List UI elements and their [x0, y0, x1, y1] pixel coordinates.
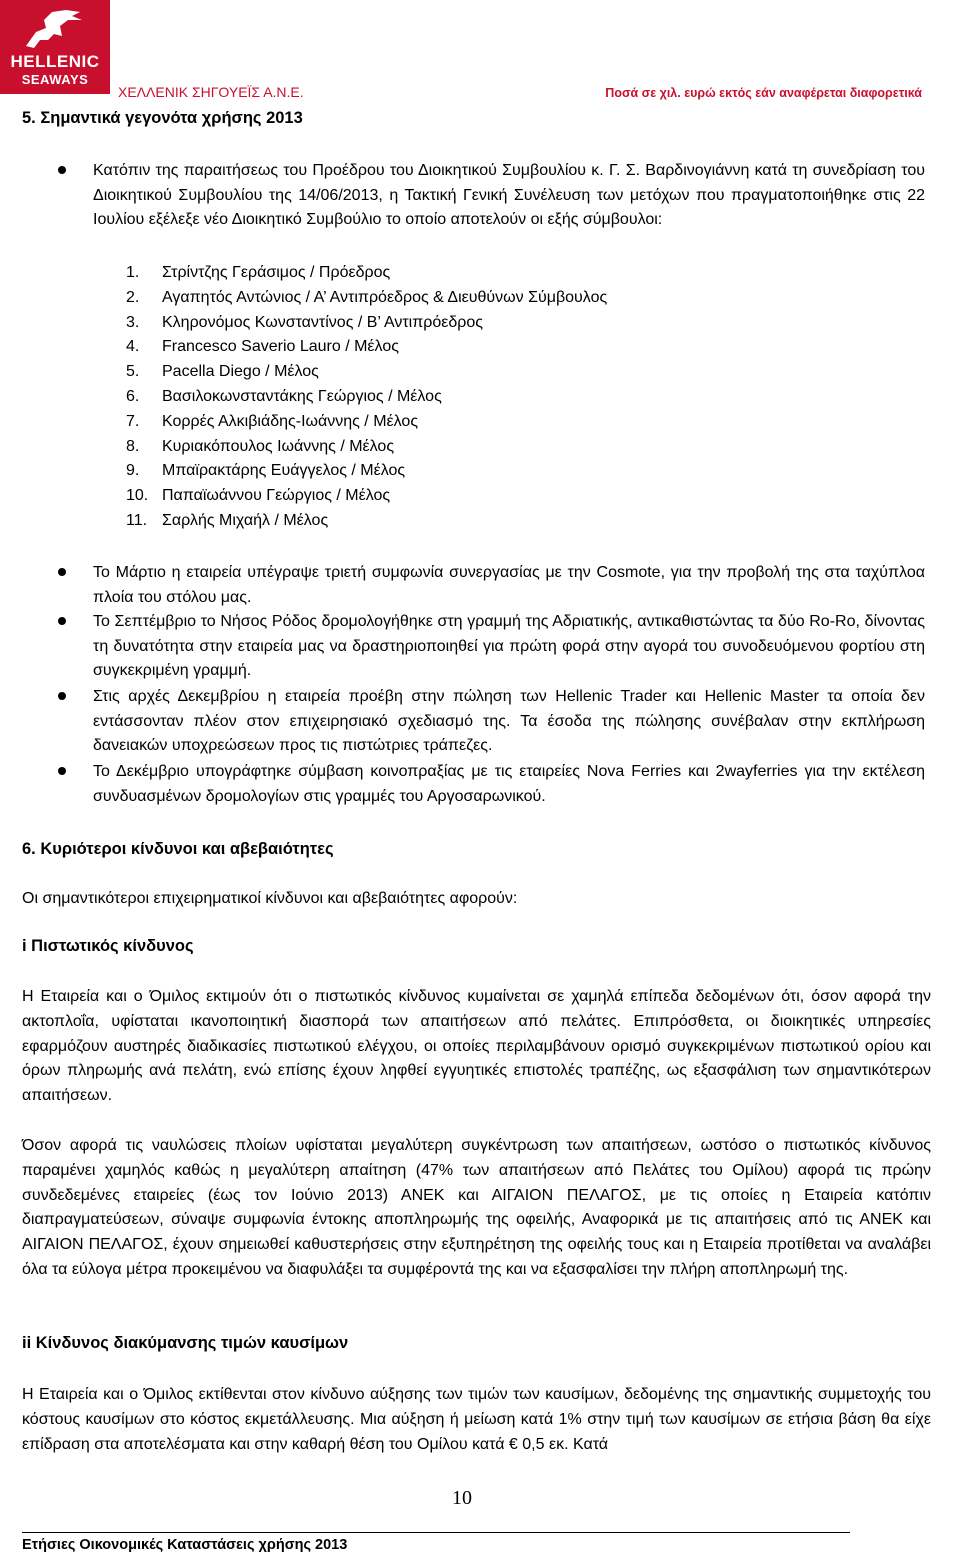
company-name: ΧΕΛΛΕΝΙΚ ΣΗΓΟΥΕΪΣ Α.Ν.Ε. [118, 84, 304, 100]
company-logo [0, 0, 110, 94]
event-sale-paragraph: Στις αρχές Δεκεμβρίου η εταιρεία προέβη στην πώληση των Hellenic Trader και Hellenic Master τα οποία δεν εντάσσονταν πλέον στον επιχειρησιακό σχεδιασμό της. Τα έσοδα της πώλησης συνέβαλαν στην εκπλήρωση δανειακών υποχρεώσεων προς τις πιστώτριες τράπεζες. [93, 688, 925, 754]
board-resignation-paragraph: Κατόπιν της παραιτήσεως του Προέδρου του Διοικητικού Συμβουλίου κ. Γ. Σ. Βαρδινογιάννη κατά τη συνεδρίαση του Διοικητικού Συμβουλίου της 14/06/2013, η Τακτική Γενική Συνέλευση των μετόχων που πραγματοποιήθηκε στις 22 Ιουλίου εξέλεξε νέο Διοικητικό Συμβούλιο το οποίο αποτελούν οι εξής σύμβουλοι: [93, 162, 925, 228]
logo-text-seaways: SEAWAYS [21, 72, 89, 87]
bullet-icon [58, 767, 66, 775]
horse-emblem-icon [22, 6, 88, 50]
event-rodos-paragraph: Το Σεπτέμβριο το Νήσος Ρόδος δρομολογήθηκε στη γραμμή της Αδριατικής, αντικαθιστώντας τα δύο Ro-Ro, δίνοντας τη δυνατότητα στην εταιρεία μας να δραστηριοποιηθεί για πρώτη φορά στην αγορά του συνοδευόμενου φορτίου στη συγκεκριμένη γραμμή. [93, 613, 925, 679]
footer-title: Ετήσιες Οικονομικές Καταστάσεις χρήσης 2013 [22, 1537, 348, 1553]
list-item: 4. Francesco Saverio Lauro / Μέλος [126, 338, 399, 356]
footer-divider [22, 1532, 850, 1533]
list-item: 5. Pacella Diego / Μέλος [126, 363, 319, 381]
credit-risk-paragraph-1: Η Εταιρεία και ο Όμιλος εκτιμούν ότι ο πιστωτικός κίνδυνος κυμαίνεται σε χαμηλά επίπεδα δεδομένων ότι, όσον αφορά την ακτοπλοΐα, υφίσταται ικανοποιητική διασπορά των απαιτήσεων από πελάτες. Επιπρόσθετα, οι διοικητικές υπηρεσίες εφαρμόζουν αυστηρές διαδικασίες πιστωτικού ελέγχου, οι οποίες περιλαμβάνουν ορισμό συγκεκριμένων πιστωτικού ορίου και όρων πληρωμής ανά πελάτη, ενώ επίσης έχουν ληφθεί εγγυητικές επιστολές τραπέζης, ως εξασφάλιση των σημαντικότερων απαιτήσεων. [22, 988, 931, 1105]
fuel-risk-paragraph: Η Εταιρεία και ο Όμιλος εκτίθενται στον κίνδυνο αύξησης των τιμών των καυσίμων, δεδομένης της σημαντικής συμμετοχής του κόστους καυσίμων στο κόστος εκμετάλλευσης. Μια αύξηση ή μείωση κατά 1% στην τιμή των καυσίμων σε ετήσια βάση θα είχε επίδραση στα αποτελέσματα και στην καθαρή θέση του Ομίλου κατά € 0,5 εκ. Κατά [22, 1386, 931, 1453]
list-item: 10. Παπαϊωάννου Γεώργιος / Μέλος [126, 487, 391, 505]
board-members-list [126, 261, 607, 534]
currency-note: Ποσά σε χιλ. ευρώ εκτός εάν αναφέρεται διαφορετικά [605, 86, 922, 100]
bullet-icon [58, 568, 66, 576]
list-item: 6. Βασιλοκωνσταντάκης Γεώργιος / Μέλος [126, 387, 442, 405]
section-5-title: 5. Σημαντικά γεγονότα χρήσης 2013 [22, 109, 303, 127]
list-item: 8. Κυριακόπουλος Ιωάννης / Μέλος [126, 437, 395, 455]
bullet-icon [58, 692, 66, 700]
bullet-icon [58, 166, 66, 174]
list-item: 9. Μπαϊρακτάρης Ευάγγελος / Μέλος [126, 462, 406, 480]
event-joint-venture-paragraph: Το Δεκέμβριο υπογράφτηκε σύμβαση κοινοπραξίας με τις εταιρείες Nova Ferries και 2wayferries για την εκτέλεση συνδυασμένων δρομολογίων στις γραμμές του Αργοσαρωνικού. [93, 763, 925, 805]
list-item: 7. Κορρές Αλκιβιάδης-Ιωάννης / Μέλος [126, 412, 419, 430]
section-6-title: 6. Κυριότεροι κίνδυνοι και αβεβαιότητες [22, 840, 334, 858]
risks-intro: Οι σημαντικότεροι επιχειρηματικοί κίνδυνοι και αβεβαιότητες αφορούν: [22, 890, 518, 907]
list-item: 2. Αγαπητός Αντώνιος / Α’ Αντιπρόεδρος & Διευθύνων Σύμβουλος [126, 288, 608, 306]
list-item: 11. Σαρλής Μιχαήλ / Μέλος [126, 511, 329, 529]
bullet-icon [58, 617, 66, 625]
list-item: 1. Στρίντζης Γεράσιμος / Πρόεδρος [126, 264, 391, 281]
event-cosmote-paragraph: Το Μάρτιο η εταιρεία υπέγραψε τριετή συμφωνία συνεργασίας με την Cosmote, για την προβολή της στα ταχύπλοα πλοία του στόλου μας. [93, 564, 925, 606]
page-number: 10 [452, 1487, 472, 1509]
logo-text-hellenic: HELLENIC [10, 52, 100, 71]
list-item: 3. Κληρονόμος Κωνσταντίνος / Β’ Αντιπρόεδρος [126, 313, 483, 331]
fuel-risk-heading: ii Κίνδυνος διακύμανσης τιμών καυσίμων [22, 1334, 349, 1352]
credit-risk-heading: i Πιστωτικός κίνδυνος [22, 937, 194, 955]
credit-risk-paragraph-2: Όσον αφορά τις ναυλώσεις πλοίων υφίσταται μεγαλύτερη συγκέντρωση των απαιτήσεων, ωστόσο ο πιστωτικός κίνδυνος παραμένει χαμηλός καθώς η μεγαλύτερη απαίτηση (47% των απαιτήσεων από Πελάτες του Ομίλου) αφορά τις πρώην συνδεδεμένες εταιρείες (έως τον Ιούνιο 2013) ΑΝΕΚ και ΑΙΓΑΙΟΝ ΠΕΛΑΓΟΣ, με τις οποίες η Εταιρεία κατόπιν διαπραγματεύσεων, σύναψε συμφωνία έντοκης αποπληρωμής της οφειλής, Αναφορικά με τις απαιτήσεις από τις ΑΝΕΚ και ΑΙΓΑΙΟΝ ΠΕΛΑΓΟΣ, έχουν σημειωθεί καθυστερήσεις στην εξυπηρέτηση της οφειλής τους και η Εταιρεία προτίθεται να αναλάβει όλα τα εύλογα μέτρα προκειμένου να διαφυλάξει τα συμφέροντά της και να εξασφαλίσει την πλήρη αποπληρωμή της. [22, 1137, 931, 1278]
